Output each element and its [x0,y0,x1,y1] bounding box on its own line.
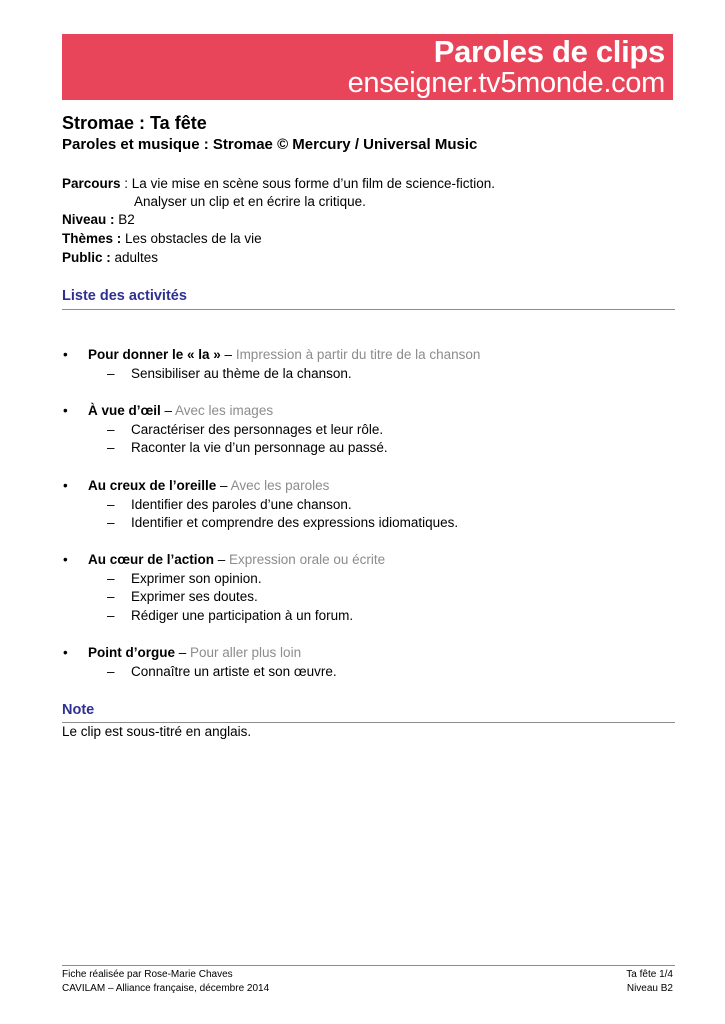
dash-marker: – [107,589,115,604]
activity-description: Avec les images [175,403,274,418]
item-text: Connaître un artiste et son œuvre. [131,664,337,679]
activities-divider [62,309,675,310]
activity-dash: – [175,645,191,660]
dash-marker: – [107,440,115,455]
activity-dash: – [160,403,176,418]
page-subtitle: Paroles et musique : Stromae © Mercury / Universal Music [62,136,478,153]
dash-marker: – [107,497,115,512]
activity-name: Point d’orgue [88,645,175,660]
note-title: Note [62,702,95,718]
meta-parcours [62,175,495,193]
activity-4-item-2 [107,588,258,606]
activity-1-item-1 [107,365,352,383]
public-label: Public : [62,250,111,265]
item-text: Identifier et comprendre des expressions idiomatiques. [131,515,459,530]
footer-page-number: Ta fête 1/4 [626,969,673,980]
themes-value: Les obstacles de la vie [121,231,262,246]
dash-marker: – [107,515,115,530]
bullet: • [63,403,68,418]
parcours-separator: : [120,176,132,191]
activity-3-item-2 [107,514,459,532]
bullet: • [63,478,68,493]
activity-name: Pour donner le « la » [88,347,221,362]
activity-dash: – [220,347,236,362]
banner-site: enseigner.tv5monde.com [347,67,665,99]
item-text: Raconter la vie d’un personnage au passé. [131,440,388,455]
public-value: adultes [110,250,159,265]
dash-marker: – [107,664,115,679]
activity-4 [63,551,386,569]
meta-niveau [62,211,135,229]
activity-3-item-1 [107,496,352,514]
activity-name: Au cœur de l’action [88,552,215,567]
item-text: Rédiger une participation à un forum. [131,608,354,623]
activities-title: Liste des activités [62,288,187,304]
item-text: Exprimer son opinion. [131,571,262,586]
activity-3 [63,477,330,495]
activity-4-item-1 [107,570,262,588]
item-text: Sensibiliser au thème de la chanson. [131,366,352,381]
footer-author: Fiche réalisée par Rose-Marie Chaves [62,969,233,980]
bullet: • [63,347,68,362]
parcours-line-2: Analyser un clip et en écrire la critique. [134,194,366,209]
themes-label: Thèmes : [62,231,122,246]
banner-title: Paroles de clips [433,34,665,69]
activity-name: À vue d’œil [88,403,161,418]
activity-4-item-3 [107,607,354,625]
bullet: • [63,645,68,660]
activity-2-item-1 [107,421,384,439]
page-title: Stromae : Ta fête [62,113,207,133]
note-text: Le clip est sous-titré en anglais. [62,724,252,739]
header-banner [62,34,673,100]
activity-dash: – [214,552,230,567]
dash-marker: – [107,571,115,586]
dash-marker: – [107,608,115,623]
activity-dash: – [216,478,231,493]
footer-level: Niveau B2 [626,983,673,994]
parcours-label: Parcours [62,176,121,191]
activity-description: Pour aller plus loin [190,645,302,660]
parcours-line-1: La vie mise en scène sous forme d’un film de science-fiction. [131,176,495,191]
activity-name: Au creux de l’oreille [88,478,217,493]
activity-description: Expression orale ou écrite [229,552,386,567]
activity-2 [63,402,274,420]
meta-themes [62,230,262,248]
activity-5 [63,644,302,662]
activity-5-item-1 [107,663,337,681]
item-text: Identifier des paroles d’une chanson. [131,497,352,512]
activity-2-item-2 [107,439,388,457]
meta-public [62,249,158,267]
item-text: Caractériser des personnages et leur rôle. [131,422,384,437]
footer-organization: CAVILAM – Alliance française, décembre 2014 [62,983,270,994]
footer-divider [62,965,675,966]
item-text: Exprimer ses doutes. [131,589,258,604]
bullet: • [63,552,68,567]
niveau-value: B2 [114,212,135,227]
activity-description: Avec les paroles [230,478,330,493]
dash-marker: – [107,422,115,437]
activity-description: Impression à partir du titre de la chanson [235,347,481,362]
niveau-label: Niveau : [62,212,115,227]
dash-marker: – [107,366,115,381]
activity-1 [63,346,481,364]
